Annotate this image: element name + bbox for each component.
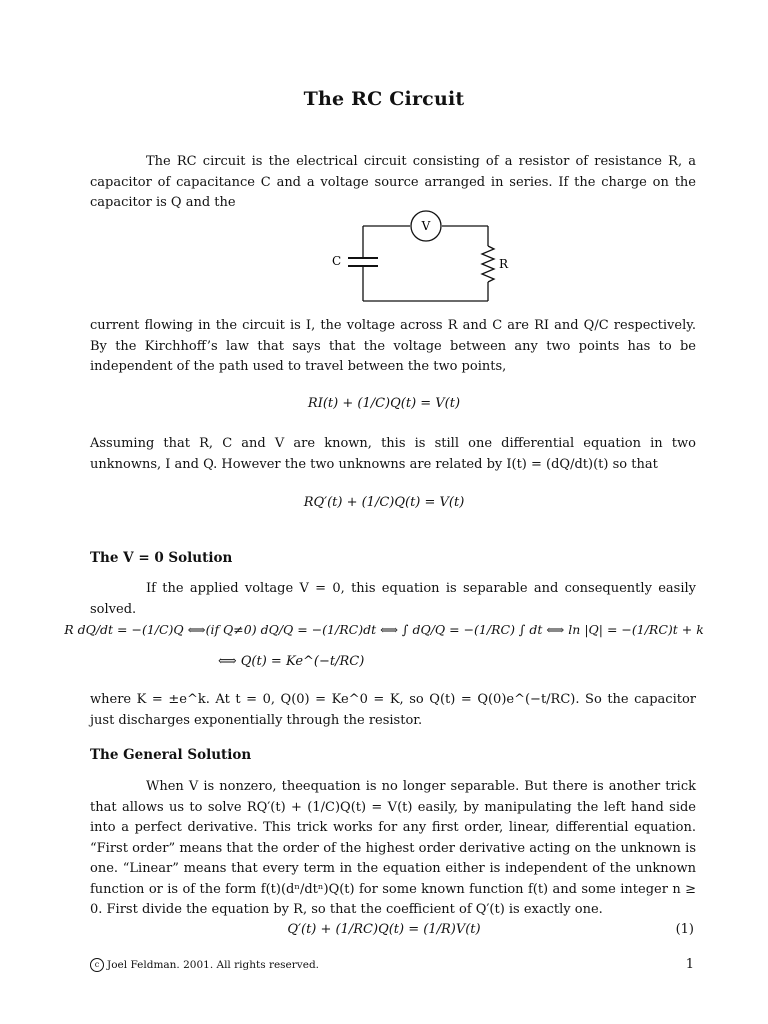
equation-kirchhoff: RI(t) + (1/C)Q(t) = V(t)	[307, 396, 461, 411]
capacitor-label: C	[332, 254, 342, 268]
voltage-source-label: V	[421, 219, 431, 233]
equation-separation: R dQ/dt = −(1/C)Q ⟺(if Q≠0) dQ/Q = −(1/RC)dt ⟺ ∫ dQ/Q = −(1/RC) ∫ dt ⟺ ln |Q| = −(1/RC)t + k	[64, 622, 704, 637]
paragraph-unknowns: Assuming that R, C and V are known, this is still one differential equation in two unknowns, I and Q. However the two unknowns are related by I(t) = (dQ/dt)(t) so that	[90, 436, 696, 472]
section-v0-intro: If the applied voltage V = 0, this equation is separable and consequently easily solved.	[90, 581, 696, 617]
equation-number: (1)	[675, 922, 694, 937]
page-title: The RC Circuit	[303, 88, 465, 110]
section-heading-general: The General Solution	[90, 747, 252, 763]
equation-1: Q′(t) + (1/RC)Q(t) = (1/R)V(t)	[287, 922, 481, 937]
rc-circuit-diagram	[326, 208, 509, 308]
copyright-icon: c	[90, 958, 104, 972]
equation-charge: RQ′(t) + (1/C)Q(t) = V(t)	[303, 495, 465, 510]
footer-text: Joel Feldman. 2001. All rights reserved.	[107, 959, 319, 971]
section-heading-v0: The V = 0 Solution	[90, 550, 233, 566]
footer-copyright	[90, 958, 319, 972]
section-v0-conclusion: where K = ±e^k. At t = 0, Q(0) = Ke^0 = K, so Q(t) = Q(0)e^(−t/RC). So the capacitor just discharges exponentially through the resistor.	[90, 692, 696, 728]
section-general-text: When V is nonzero, theequation is no longer separable. But there is another trick that allows us to solve RQ′(t) + (1/C)Q(t) = V(t) easily, by manipulating the left hand side into a perfect derivative. This trick works for any first order, linear, differential equation. “First order” means that the order of the highest order derivative acting on the unknown is one. “Linear” means that every term in the equation either is independent of the unknown function or is of the form f(t)(dⁿ/dtⁿ)Q(t) for some known function f(t) and some integer n ≥ 0. First divide the equation by R, so that the coefficient of Q′(t) is exactly one.	[90, 779, 696, 917]
intro-paragraph-1: The RC circuit is the electrical circuit consisting of a resistor of resistance R, a capacitor of capacitance C and a voltage source arranged in series. If the charge on the capacitor is Q and the	[90, 154, 696, 210]
intro-paragraph-2: current flowing in the circuit is I, the voltage across R and C are RI and Q/C respectively. By the Kirchhoff’s law that says that the voltage between any two points has to be independent of the path used to travel between the two points,	[90, 318, 696, 374]
resistor-label: R	[499, 257, 509, 271]
equation-solution: ⟺ Q(t) = Ke^(−t/RC)	[218, 654, 365, 669]
resistor-zigzag	[482, 246, 494, 282]
page-number: 1	[685, 957, 694, 972]
